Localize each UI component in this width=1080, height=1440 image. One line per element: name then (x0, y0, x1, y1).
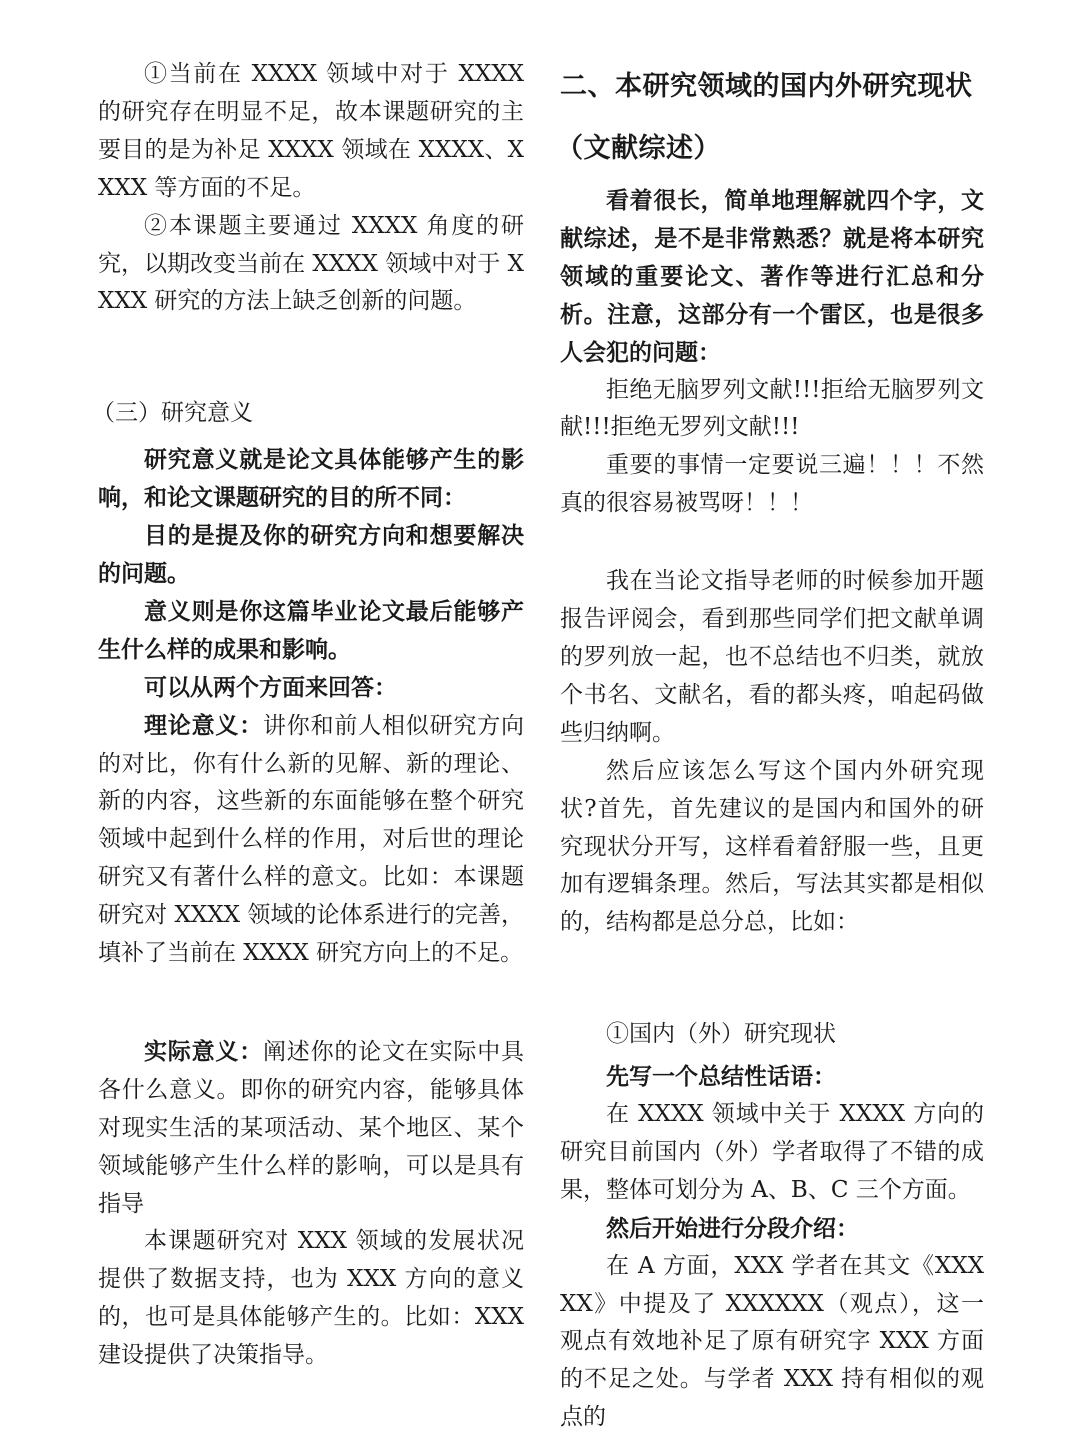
paragraph-meaning: 意义则是你这篇毕业论文最后能够产生什么样的成果和影响。 (98, 597, 524, 663)
right-column (556, 56, 984, 1437)
spacer (560, 523, 984, 563)
theory-label: 理论意义： (144, 711, 263, 739)
paragraph-warning-1: 拒绝无脑罗列文献!!!拒给无脑罗列文献!!!拒绝无罗列文献!!! (560, 376, 984, 441)
paragraph-practical (98, 1033, 524, 1224)
practical-text: 阐述你的论文在实际中具各什么意义。即你的研究内容，能够具体对现实生活的某项活动、某个地区、某个领域能够产生什么样的影响，可以是具有指导 (98, 1038, 525, 1217)
practical-label: 实际意义： (144, 1037, 263, 1065)
paragraph-goal-1: ①当前在 XXXX 领域中对于 XXXX 的研究存在明显不足，故本课题研究的主要目的是为补足 XXXX 领域在 XXXX、XXXX 等方面的不足。 (98, 61, 524, 201)
paragraph-purpose: 目的是提及你的研究方向和想要解决的问题。 (98, 522, 524, 587)
spacer (560, 942, 984, 1016)
section-title-domestic: ①国内（外）研究现状 (606, 1021, 836, 1048)
section-subheading: （文献综述） (556, 133, 721, 164)
paragraph-review-intro: 看着很长，简单地理解就四个字，文献综述，是不是非常熟悉？就是将本研究领域的重要论文、著作等进行汇总和分析。注意，这部分有一个雷区，也是很多人会犯的问题： (560, 187, 984, 366)
paragraph-experience: 我在当论文指导老师的时候参加开题报告评阅会，看到那些同学们把文献单调的罗列放一起，也不总结也不归类，就放个书名、文献名，看的都头疼，咱起码做些归纳啊。 (560, 568, 984, 746)
paragraph-two-aspects: 可以从两个方面来回答： (144, 673, 397, 701)
theory-text: 讲你和前人相似研究方向的对比，你有什么新的见解、新的理论、新的内容，这些新的东面能够在整个研究领域中起到什么样的作用，对后世的理论研究又有著什么样的意文。比如：本课题研究对 XXXX 领域的论体系进行的完善，填补了当前在 XXXX 研究方向上的不足。 (98, 712, 525, 967)
paragraph-theory (98, 707, 524, 973)
paragraph-detail-example: 在 A 方面，XXX 学者在其文《XXXXX》中提及了 XXXXXX（观点），这一观点有效地补足了原有研究字 XXX 方面的不足之处。与学者 XXX 持有相似的观点的 (560, 1252, 984, 1431)
left-column (92, 56, 525, 1375)
paragraph-goal-2: ②本课题主要通过 XXXX 角度的研究，以期改变当前在 XXXX 领域中对于 XXXX 研究的方法上缺乏创新的问题。 (98, 212, 524, 315)
paragraph-warning-2: 重要的事情一定要说三遍！！！不然真的很容易被骂呀！！！ (560, 452, 984, 517)
spacer (98, 973, 524, 1033)
paragraph-how-to-write: 然后应该怎么写这个国内外研究现状?首先，首先建议的是国内和国外的研究现状分开写，这样看着舒服一些，且更加有逻辑条理。然后，写法其实都是相似的，结构都是总分总，比如： (560, 757, 984, 936)
paragraph-detail-hint: 然后开始进行分段介绍： (606, 1214, 859, 1242)
section-title-significance: （三）研究意义 (92, 400, 253, 427)
paragraph-summary-hint: 先写一个总结性话语： (606, 1063, 836, 1091)
section-heading-literature: 二、本研究领域的国内外研究现状 (560, 71, 973, 102)
paragraph-summary-example: 在 XXXX 领域中关于 XXXX 方向的研究目前国内（外）学者取得了不错的成果，整体可划分为 A、B、C 三个方面。 (560, 1101, 984, 1203)
spacer (98, 321, 524, 395)
paragraph-example: 本课题研究对 XXX 领域的发展状况提供了数据支持，也为 XXX 方向的意义的，也可是具体能够产生的。比如：XXX 建设提供了决策指导。 (98, 1228, 524, 1369)
paragraph-significance-intro: 研究意义就是论文具体能够产生的影响，和论文课题研究的目的所不同： (98, 446, 524, 512)
